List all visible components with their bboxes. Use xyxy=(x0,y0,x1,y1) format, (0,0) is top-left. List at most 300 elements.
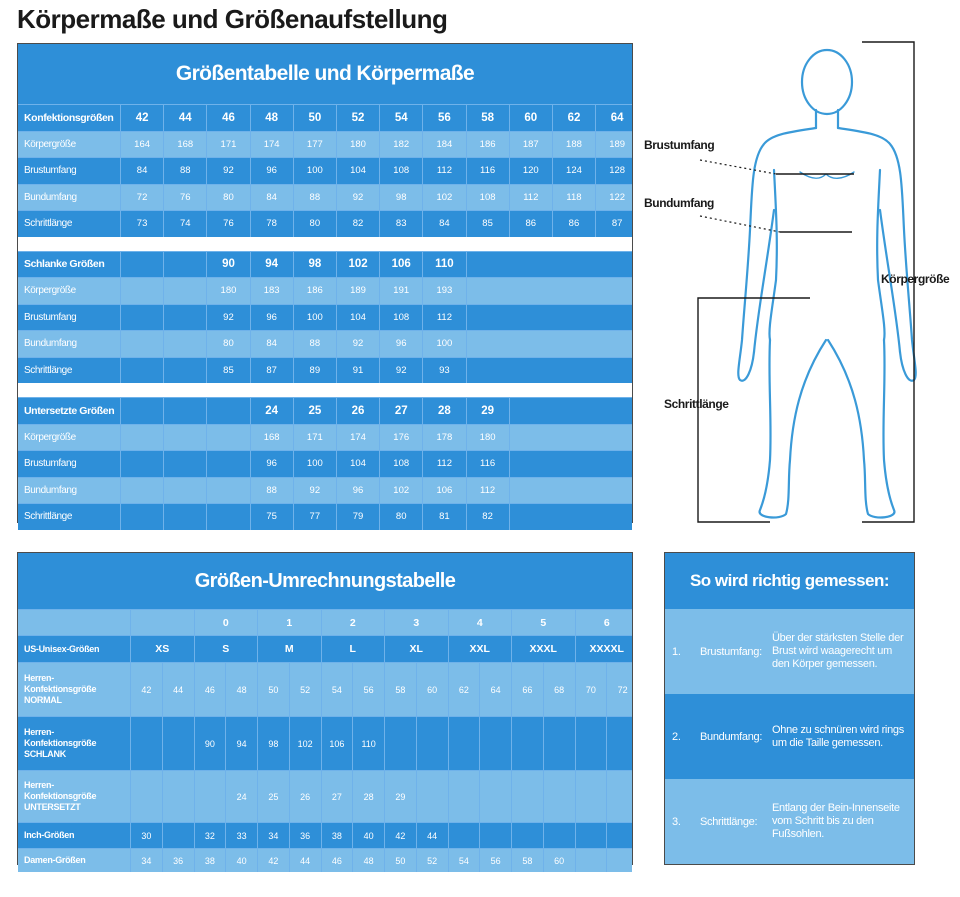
value-cell xyxy=(606,849,638,872)
step-number: 3. xyxy=(672,815,681,828)
row-label: Herren- Konfektionsgröße NORMAL xyxy=(24,673,97,705)
value-cell xyxy=(206,425,249,451)
row-label: Körpergröße xyxy=(24,431,76,443)
value-cell: 193 xyxy=(422,278,465,304)
value-cell xyxy=(552,358,595,384)
value-cell xyxy=(162,717,194,770)
value-cell: 164 xyxy=(120,132,163,158)
value-cell: 62 xyxy=(448,663,480,716)
value-cell: 42 xyxy=(384,823,416,848)
size-section-header xyxy=(18,104,632,131)
value-cell: 81 xyxy=(422,504,465,530)
value-cell xyxy=(163,358,206,384)
row-label xyxy=(18,610,130,635)
value-cell: 92 xyxy=(336,331,379,357)
value-cell: 98 xyxy=(257,717,289,770)
size-cell: 102 xyxy=(336,252,379,278)
size-cell xyxy=(163,398,206,424)
value-cell: 80 xyxy=(206,185,249,211)
value-cell xyxy=(466,331,509,357)
value-cell: 85 xyxy=(206,358,249,384)
value-cell: 174 xyxy=(250,132,293,158)
value-cell xyxy=(162,771,194,822)
section-divider xyxy=(18,237,632,251)
body-figure xyxy=(640,40,960,530)
value-cell: 84 xyxy=(250,331,293,357)
value-cell xyxy=(479,823,511,848)
value-cell: 92 xyxy=(293,478,336,504)
value-cell: 83 xyxy=(379,211,422,237)
value-cell: 188 xyxy=(552,132,595,158)
value-cell xyxy=(509,478,552,504)
row-label: Bundumfang xyxy=(24,338,77,350)
value-cell: 68 xyxy=(543,663,575,716)
row-label: US-Unisex-Größen xyxy=(24,643,100,654)
value-cell: 92 xyxy=(206,158,249,184)
value-cell: 76 xyxy=(163,185,206,211)
value-cell xyxy=(479,771,511,822)
value-cell xyxy=(509,451,552,477)
value-cell: 189 xyxy=(336,278,379,304)
size-cell: 94 xyxy=(250,252,293,278)
value-cell xyxy=(120,478,163,504)
value-cell: 88 xyxy=(293,331,336,357)
value-cell: 78 xyxy=(250,211,293,237)
step-description: Ohne zu schnüren wird rings um die Taille gemessen. xyxy=(772,723,904,749)
size-cell xyxy=(509,252,552,278)
step-name: Schrittlänge: xyxy=(700,815,758,828)
value-cell: 52 xyxy=(289,663,321,716)
size-number-cell xyxy=(130,610,194,635)
value-cell xyxy=(120,331,163,357)
size-cell: 98 xyxy=(293,252,336,278)
conversion-row xyxy=(18,848,632,872)
value-cell: 80 xyxy=(379,504,422,530)
row-label: Bundumfang xyxy=(24,484,77,496)
value-cell xyxy=(416,771,448,822)
size-row xyxy=(18,277,632,304)
value-cell xyxy=(206,451,249,477)
value-cell xyxy=(130,717,162,770)
value-cell: 98 xyxy=(379,185,422,211)
value-cell: 102 xyxy=(289,717,321,770)
value-cell xyxy=(120,358,163,384)
value-cell: 118 xyxy=(552,185,595,211)
row-label: Schrittlänge xyxy=(24,364,73,376)
value-cell xyxy=(575,717,607,770)
size-number-cell: 3 xyxy=(384,610,448,635)
value-cell xyxy=(206,504,249,530)
step-number: 1. xyxy=(672,645,681,658)
section-label: Schlanke Größen xyxy=(24,258,105,271)
value-cell: 122 xyxy=(595,185,638,211)
value-cell: 168 xyxy=(163,132,206,158)
size-cell: 42 xyxy=(120,105,163,131)
value-cell: 54 xyxy=(448,849,480,872)
unisex-size-cell: L xyxy=(321,636,385,662)
value-cell: 180 xyxy=(206,278,249,304)
how-to-measure-panel xyxy=(664,552,915,865)
value-cell: 44 xyxy=(289,849,321,872)
value-cell: 104 xyxy=(336,158,379,184)
value-cell xyxy=(162,823,194,848)
size-cell: 50 xyxy=(293,105,336,131)
value-cell xyxy=(595,305,638,331)
size-cell xyxy=(466,252,509,278)
value-cell: 73 xyxy=(120,211,163,237)
row-label: Bundumfang xyxy=(24,191,77,203)
value-cell: 38 xyxy=(321,823,353,848)
value-cell: 96 xyxy=(250,305,293,331)
size-cell: 27 xyxy=(379,398,422,424)
value-cell: 187 xyxy=(509,132,552,158)
step-chest xyxy=(665,609,914,694)
step-number: 2. xyxy=(672,730,681,743)
size-row xyxy=(18,357,632,384)
size-cell: 110 xyxy=(422,252,465,278)
conversion-number-row xyxy=(18,609,632,635)
value-cell: 182 xyxy=(379,132,422,158)
value-cell: 42 xyxy=(257,849,289,872)
value-cell: 79 xyxy=(336,504,379,530)
size-cell xyxy=(552,398,595,424)
row-label: Brustumfang xyxy=(24,311,77,323)
value-cell: 85 xyxy=(466,211,509,237)
row-label: Brustumfang xyxy=(24,165,77,177)
value-cell: 52 xyxy=(416,849,448,872)
value-cell xyxy=(466,358,509,384)
value-cell: 183 xyxy=(250,278,293,304)
page-title: Körpermaße und Größenaufstellung xyxy=(17,4,448,34)
size-number-cell: 1 xyxy=(257,610,321,635)
value-cell: 96 xyxy=(250,451,293,477)
value-cell: 178 xyxy=(422,425,465,451)
size-cell: 64 xyxy=(595,105,638,131)
size-cell xyxy=(595,252,638,278)
value-cell: 87 xyxy=(595,211,638,237)
conversion-row xyxy=(18,662,632,716)
row-label: Schrittlänge xyxy=(24,511,73,523)
value-cell xyxy=(120,278,163,304)
conversion-row xyxy=(18,716,632,770)
value-cell: 89 xyxy=(293,358,336,384)
value-cell: 88 xyxy=(163,158,206,184)
step-description: Entlang der Bein-Innenseite vom Schritt bis zu den Fußsohlen. xyxy=(772,802,900,840)
value-cell xyxy=(448,717,480,770)
value-cell: 112 xyxy=(422,305,465,331)
value-cell xyxy=(552,305,595,331)
value-cell xyxy=(163,278,206,304)
value-cell: 66 xyxy=(511,663,543,716)
value-cell: 92 xyxy=(206,305,249,331)
size-cell: 54 xyxy=(379,105,422,131)
value-cell: 104 xyxy=(336,305,379,331)
value-cell: 32 xyxy=(194,823,226,848)
value-cell xyxy=(163,425,206,451)
value-cell: 94 xyxy=(225,717,257,770)
value-cell: 24 xyxy=(225,771,257,822)
step-description: Über der stärksten Stelle der Brust wird waagerecht um den Körper gemessen. xyxy=(772,632,904,670)
value-cell: 70 xyxy=(575,663,607,716)
value-cell xyxy=(575,823,607,848)
row-label: Damen-Größen xyxy=(24,855,86,865)
value-cell xyxy=(543,717,575,770)
value-cell xyxy=(466,305,509,331)
value-cell: 29 xyxy=(384,771,416,822)
value-cell: 168 xyxy=(250,425,293,451)
value-cell xyxy=(509,504,552,530)
unisex-size-cell: XXXL xyxy=(511,636,575,662)
value-cell: 88 xyxy=(250,478,293,504)
value-cell: 174 xyxy=(336,425,379,451)
value-cell xyxy=(509,425,552,451)
size-row xyxy=(18,304,632,331)
value-cell xyxy=(552,504,595,530)
value-cell xyxy=(448,771,480,822)
size-number-cell: 6 xyxy=(575,610,639,635)
value-cell: 116 xyxy=(466,451,509,477)
value-cell: 33 xyxy=(225,823,257,848)
value-cell: 110 xyxy=(352,717,384,770)
value-cell: 171 xyxy=(206,132,249,158)
row-label: Schrittlänge xyxy=(24,218,73,230)
unisex-size-cell: S xyxy=(194,636,258,662)
value-cell: 48 xyxy=(225,663,257,716)
unisex-size-cell: M xyxy=(257,636,321,662)
value-cell xyxy=(552,331,595,357)
value-cell: 87 xyxy=(250,358,293,384)
size-row xyxy=(18,450,632,477)
value-cell: 88 xyxy=(293,185,336,211)
value-cell xyxy=(595,358,638,384)
size-cell: 48 xyxy=(250,105,293,131)
value-cell: 30 xyxy=(130,823,162,848)
row-label: Herren- Konfektionsgröße SCHLANK xyxy=(24,727,97,759)
size-cell xyxy=(552,252,595,278)
value-cell xyxy=(606,717,638,770)
value-cell: 46 xyxy=(321,849,353,872)
size-cell xyxy=(120,398,163,424)
value-cell: 180 xyxy=(336,132,379,158)
size-section-header xyxy=(18,397,632,424)
value-cell: 80 xyxy=(293,211,336,237)
size-cell: 62 xyxy=(552,105,595,131)
value-cell xyxy=(595,478,638,504)
value-cell: 184 xyxy=(422,132,465,158)
size-row xyxy=(18,184,632,211)
value-cell: 176 xyxy=(379,425,422,451)
value-cell: 80 xyxy=(206,331,249,357)
waist-label: Bundumfang xyxy=(644,196,714,210)
conversion-table-body xyxy=(18,609,632,872)
value-cell: 171 xyxy=(293,425,336,451)
value-cell xyxy=(575,771,607,822)
value-cell: 180 xyxy=(466,425,509,451)
value-cell xyxy=(509,278,552,304)
conversion-table xyxy=(17,552,633,865)
height-label: Körpergröße xyxy=(881,272,950,286)
value-cell: 46 xyxy=(194,663,226,716)
value-cell xyxy=(595,451,638,477)
conversion-row xyxy=(18,822,632,848)
value-cell: 112 xyxy=(422,158,465,184)
value-cell: 25 xyxy=(257,771,289,822)
value-cell: 191 xyxy=(379,278,422,304)
value-cell xyxy=(595,425,638,451)
value-cell: 64 xyxy=(479,663,511,716)
value-cell: 100 xyxy=(293,451,336,477)
value-cell: 106 xyxy=(321,717,353,770)
row-label: Inch-Größen xyxy=(24,830,75,840)
value-cell: 36 xyxy=(162,849,194,872)
size-cell: 46 xyxy=(206,105,249,131)
value-cell xyxy=(163,331,206,357)
value-cell xyxy=(120,504,163,530)
size-cell: 106 xyxy=(379,252,422,278)
value-cell: 108 xyxy=(379,158,422,184)
value-cell: 82 xyxy=(336,211,379,237)
value-cell: 50 xyxy=(384,849,416,872)
value-cell: 84 xyxy=(422,211,465,237)
row-label: Brustumfang xyxy=(24,458,77,470)
value-cell: 112 xyxy=(422,451,465,477)
value-cell: 36 xyxy=(289,823,321,848)
value-cell: 75 xyxy=(250,504,293,530)
size-row xyxy=(18,131,632,158)
value-cell: 40 xyxy=(225,849,257,872)
conversion-row xyxy=(18,770,632,822)
value-cell xyxy=(543,771,575,822)
value-cell: 100 xyxy=(293,158,336,184)
value-cell: 38 xyxy=(194,849,226,872)
row-label: Herren- Konfektionsgröße UNTERSETZT xyxy=(24,780,97,812)
size-cell: 25 xyxy=(293,398,336,424)
size-cell: 56 xyxy=(422,105,465,131)
value-cell xyxy=(552,425,595,451)
section-divider xyxy=(18,383,632,397)
value-cell: 90 xyxy=(194,717,226,770)
value-cell: 108 xyxy=(466,185,509,211)
size-cell: 24 xyxy=(250,398,293,424)
value-cell xyxy=(509,305,552,331)
section-label: Untersetzte Größen xyxy=(24,404,115,417)
value-cell: 86 xyxy=(552,211,595,237)
size-cell: 44 xyxy=(163,105,206,131)
value-cell: 56 xyxy=(352,663,384,716)
value-cell: 26 xyxy=(289,771,321,822)
step-name: Brustumfang: xyxy=(700,645,762,658)
value-cell: 108 xyxy=(379,305,422,331)
value-cell: 112 xyxy=(466,478,509,504)
value-cell xyxy=(606,823,638,848)
value-cell: 44 xyxy=(162,663,194,716)
size-table-heading: Größentabelle und Körpermaße xyxy=(175,62,475,85)
value-cell: 48 xyxy=(352,849,384,872)
value-cell xyxy=(552,278,595,304)
size-row xyxy=(18,210,632,237)
size-row xyxy=(18,157,632,184)
size-cell xyxy=(509,398,552,424)
value-cell: 54 xyxy=(321,663,353,716)
size-number-cell: 4 xyxy=(448,610,512,635)
value-cell: 186 xyxy=(466,132,509,158)
value-cell: 58 xyxy=(511,849,543,872)
value-cell: 86 xyxy=(509,211,552,237)
size-number-cell: 0 xyxy=(194,610,258,635)
how-to-measure-heading: So wird richtig gemessen: xyxy=(689,571,890,590)
value-cell: 84 xyxy=(250,185,293,211)
size-cell: 29 xyxy=(466,398,509,424)
value-cell xyxy=(194,771,226,822)
value-cell xyxy=(466,278,509,304)
value-cell xyxy=(479,717,511,770)
value-cell xyxy=(511,771,543,822)
step-inseam xyxy=(665,779,914,864)
value-cell xyxy=(130,771,162,822)
size-cell xyxy=(595,398,638,424)
value-cell: 96 xyxy=(336,478,379,504)
value-cell: 128 xyxy=(595,158,638,184)
value-cell: 27 xyxy=(321,771,353,822)
size-number-cell: 2 xyxy=(321,610,385,635)
value-cell xyxy=(163,504,206,530)
value-cell xyxy=(606,771,638,822)
value-cell: 96 xyxy=(379,331,422,357)
value-cell: 82 xyxy=(466,504,509,530)
value-cell: 74 xyxy=(163,211,206,237)
value-cell: 76 xyxy=(206,211,249,237)
size-cell: 60 xyxy=(509,105,552,131)
value-cell xyxy=(206,478,249,504)
value-cell: 112 xyxy=(509,185,552,211)
step-waist xyxy=(665,694,914,779)
value-cell xyxy=(595,331,638,357)
value-cell: 72 xyxy=(606,663,638,716)
value-cell xyxy=(595,278,638,304)
unisex-size-cell: XL xyxy=(384,636,448,662)
value-cell xyxy=(511,823,543,848)
size-cell: 52 xyxy=(336,105,379,131)
value-cell xyxy=(543,823,575,848)
unisex-size-cell: XXXXL xyxy=(575,636,639,662)
value-cell xyxy=(509,331,552,357)
size-number-cell: 5 xyxy=(511,610,575,635)
value-cell xyxy=(511,717,543,770)
value-cell: 42 xyxy=(130,663,162,716)
row-label: Körpergröße xyxy=(24,138,76,150)
value-cell: 92 xyxy=(336,185,379,211)
value-cell: 44 xyxy=(416,823,448,848)
size-table xyxy=(17,43,633,523)
value-cell: 106 xyxy=(422,478,465,504)
inseam-label: Schrittlänge xyxy=(664,397,729,411)
chest-label: Brustumfang xyxy=(644,138,715,152)
value-cell: 40 xyxy=(352,823,384,848)
size-cell: 28 xyxy=(422,398,465,424)
value-cell xyxy=(509,358,552,384)
value-cell: 50 xyxy=(257,663,289,716)
size-row xyxy=(18,477,632,504)
value-cell xyxy=(416,717,448,770)
size-cell: 26 xyxy=(336,398,379,424)
section-label: Konfektionsgrößen xyxy=(24,111,114,124)
value-cell: 60 xyxy=(543,849,575,872)
value-cell: 124 xyxy=(552,158,595,184)
value-cell: 177 xyxy=(293,132,336,158)
value-cell: 100 xyxy=(293,305,336,331)
value-cell: 60 xyxy=(416,663,448,716)
value-cell: 34 xyxy=(130,849,162,872)
